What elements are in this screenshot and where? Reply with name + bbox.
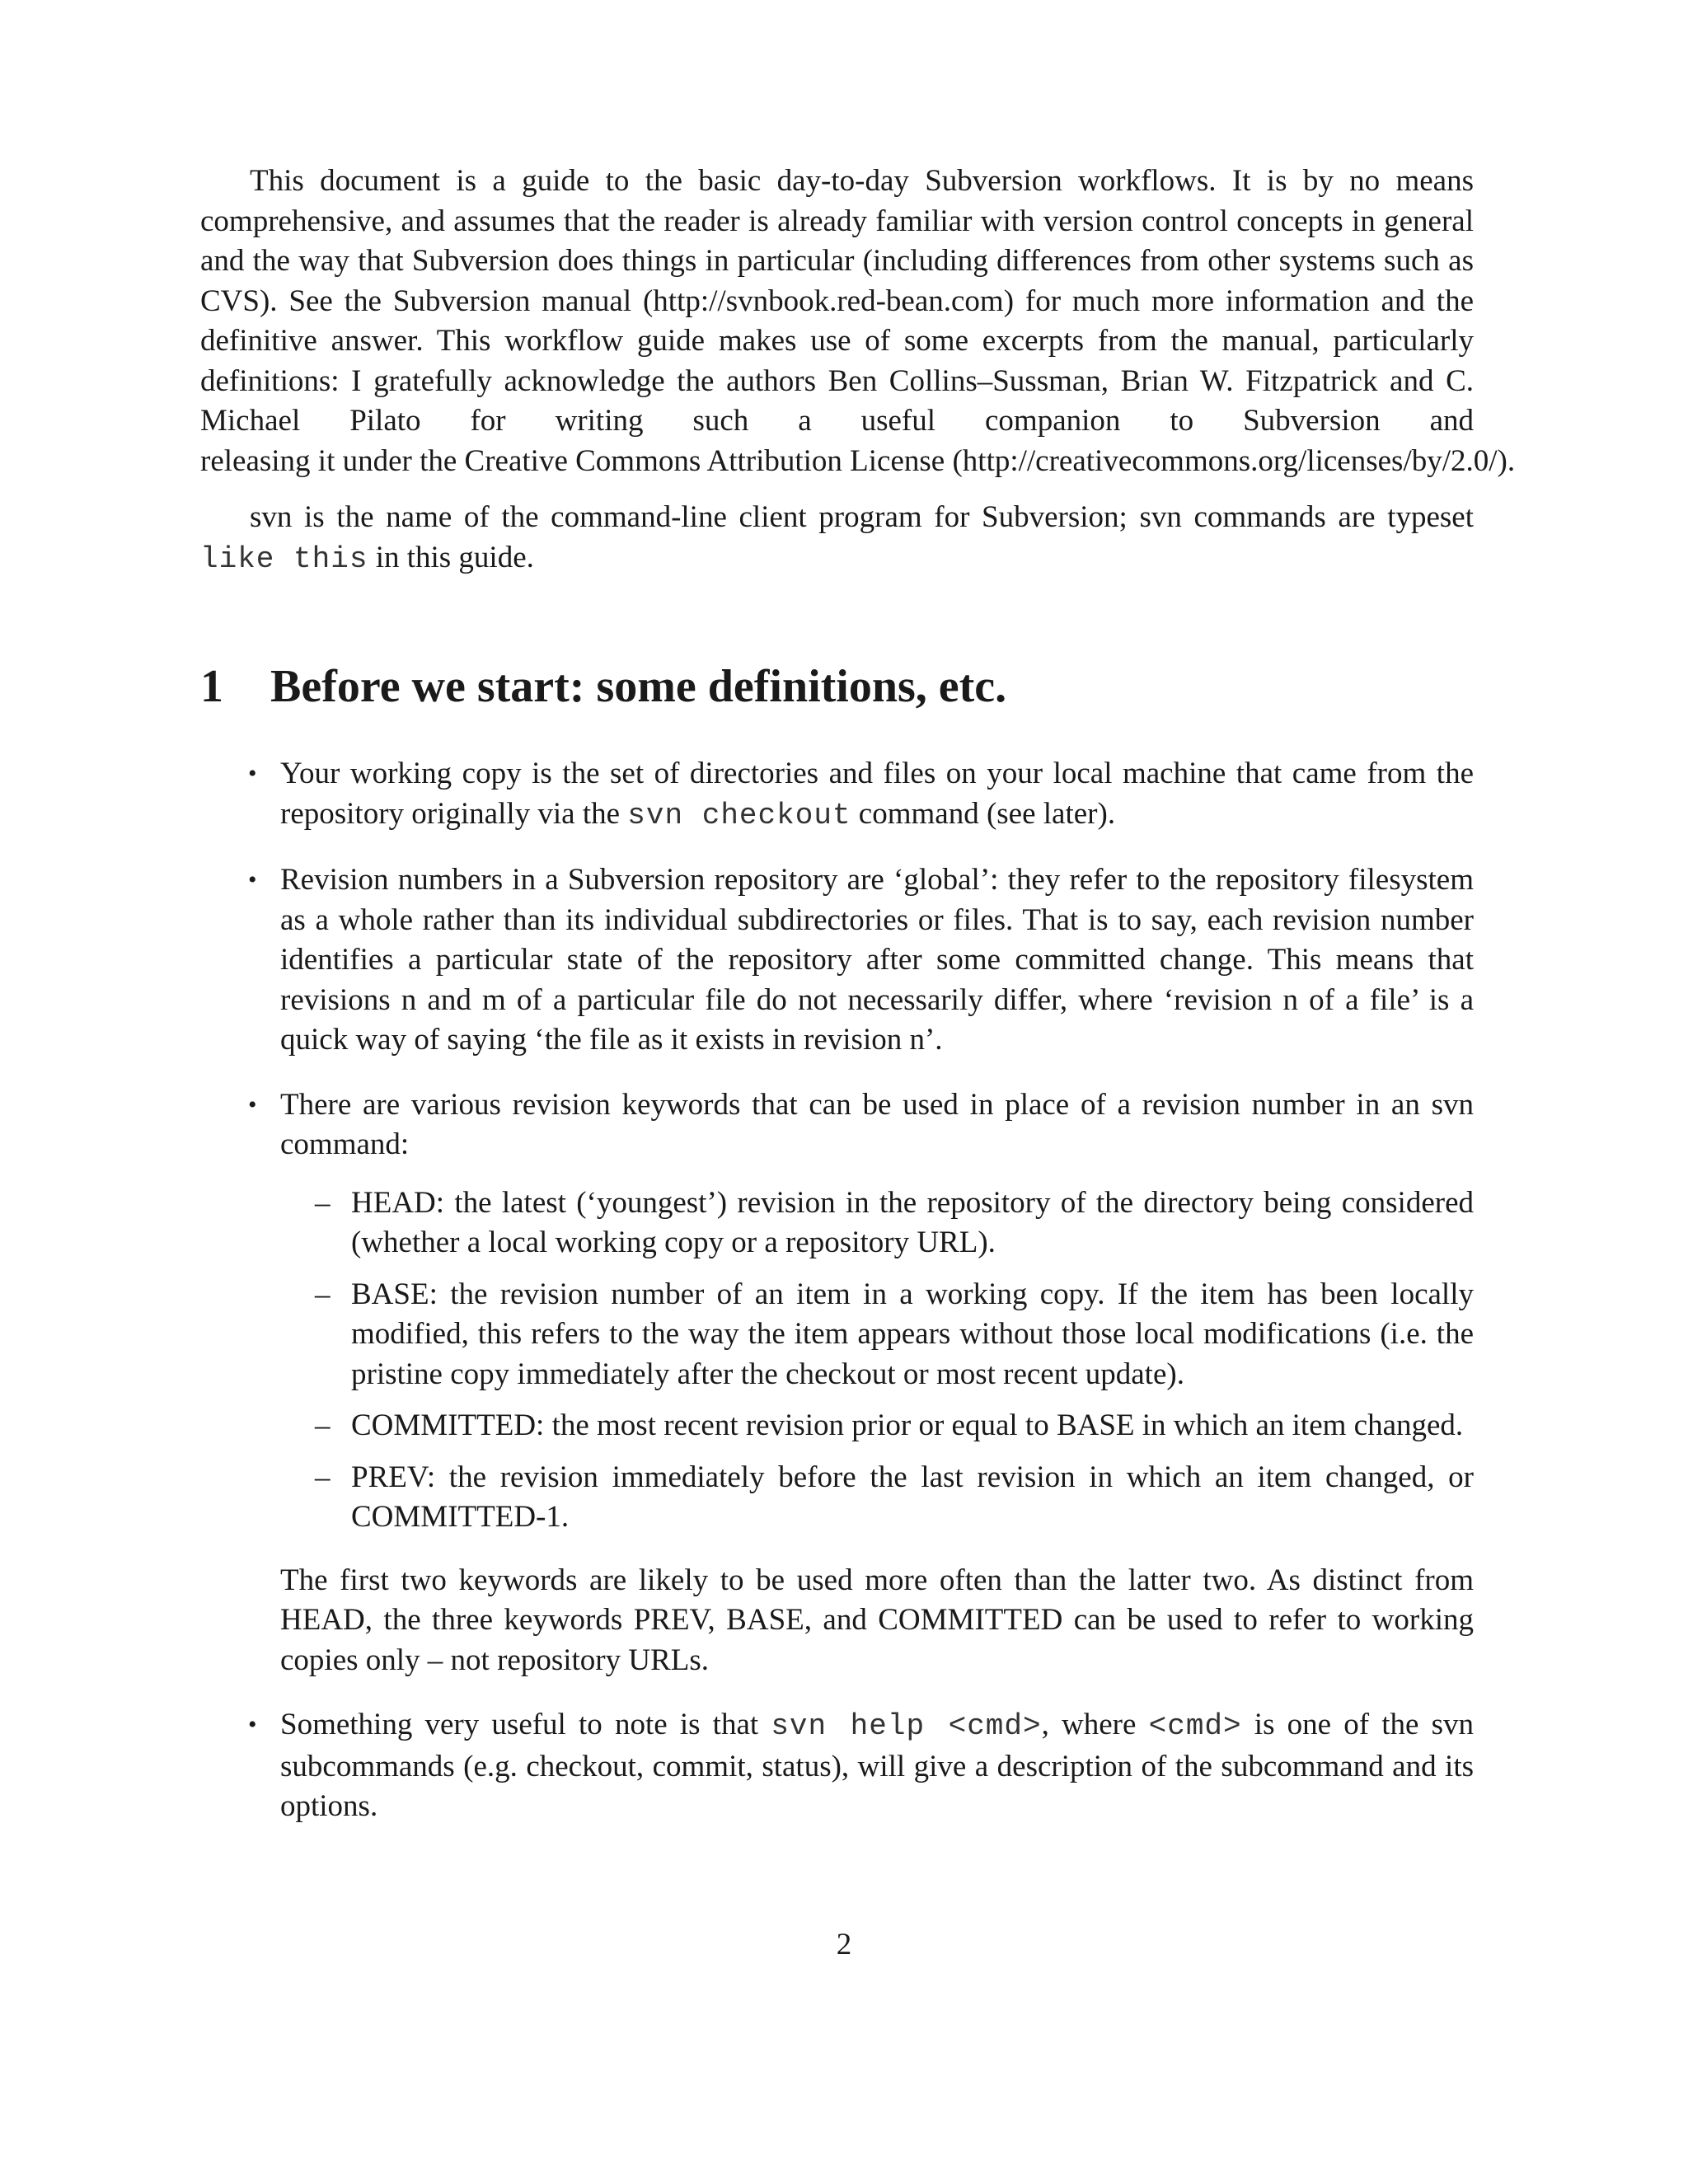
sublist-item-head [280, 1183, 1474, 1263]
sublist-item-text: PREV: the revision immediately before the last revision in which an item changed, or COMMITTED-1. [351, 1460, 1474, 1534]
bullet-icon: • [248, 1090, 257, 1118]
list-item-text: Revision numbers in a Subversion repository are ‘global’: they refer to the repository filesystem as a whole rather than its individual subdirectories or files. That is to say, each revision number identifies a particular state of the repository after some committed change. This means that revisions n and m of a particular file do not necessarily differ, where ‘revision n of a file’ is a quick way of saying ‘the file as it exists in revision n’. [280, 863, 1474, 1057]
list-item-working-copy [200, 754, 1474, 836]
section-number: 1 [200, 661, 223, 712]
dash-icon: – [315, 1408, 331, 1442]
help-command: svn help <cmd> [771, 1709, 1042, 1743]
sublist-item-base [280, 1275, 1474, 1395]
bullet-icon: • [248, 866, 257, 893]
svn-text-before: svn is the name of the command-line client program for Subversion; svn commands are typeset [250, 500, 1474, 534]
working-copy-text-after: command (see later). [851, 796, 1116, 831]
sublist-item-text: HEAD: the latest (‘youngest’) revision in the repository of the directory being considered (whether a local working copy or a repository URL). [351, 1185, 1474, 1259]
sublist-item-text: BASE: the revision number of an item in a working copy. If the item has been locally modified, this refers to the way the item appears without those local modifications (i.e. the pristine copy immediately after the checkout or most recent update). [351, 1277, 1474, 1391]
cmd-placeholder: <cmd> [1148, 1709, 1242, 1743]
list-item-text [280, 1705, 1474, 1827]
page-number: 2 [836, 1928, 852, 1961]
help-text-before: Something very useful to note is that [280, 1708, 771, 1741]
keywords-note: The first two keywords are likely to be used more often than the latter two. As distinct from HEAD, the three keywords PREV, BASE, and COMMITTED can be used to refer to working copies only – not repository URLs. [280, 1563, 1474, 1677]
help-text-mid: , where [1041, 1708, 1149, 1741]
list-item-svn-help [200, 1705, 1474, 1827]
intro-paragraph [200, 162, 1516, 481]
working-copy-text-before: Your working copy is the set of directories and files on your local machine that came from the repository originally via the [280, 757, 1474, 831]
bullet-icon: • [248, 760, 257, 787]
definitions-list [200, 754, 1474, 1827]
intro-license-line: releasing it under the Creative Commons Attribution License (http://creativecommons.org/licenses/by/2.0/). [200, 443, 1516, 478]
section-heading [200, 660, 1474, 713]
dash-icon: – [315, 1460, 331, 1494]
svn-text-after: in this guide. [368, 540, 534, 574]
list-item-revision-numbers [200, 860, 1474, 1061]
checkout-command: svn checkout [627, 798, 851, 832]
list-item-revision-keywords [200, 1085, 1474, 1681]
dash-icon: – [315, 1185, 331, 1220]
help-text-after: is one of the svn subcommands (e.g. checkout, commit, status), will give a description of the subcommand and its options. [280, 1708, 1475, 1823]
list-item-text [280, 754, 1474, 836]
list-item-text: There are various revision keywords that can be used in place of a revision number in an svn command: [280, 1087, 1474, 1161]
dash-icon: – [315, 1277, 331, 1311]
sublist-item-committed [280, 1406, 1474, 1446]
document-page [200, 162, 1516, 1852]
keyword-sublist [280, 1183, 1474, 1538]
intro-text: This document is a guide to the basic day-to-day Subversion workflows. It is by no means comprehensive, and assumes that the reader is already familiar with version control concepts in general and the way that Subversion does things in particular (including differences from other systems such as CVS). See the Subversion manual (http://svnbook.red-bean.com) for much more information and the definitive answer. This workflow guide makes use of some excerpts from the manual, particularly definitions: I gratefully acknowledge the authors Ben Collins–Sussman, Brian W. Fitzpatrick and C. Michael Pilato for writing such a useful companion to Subversion and [200, 164, 1474, 438]
sublist-item-prev [280, 1458, 1474, 1538]
bullet-icon: • [248, 1711, 257, 1738]
section-title: Before we start: some definitions, etc. [270, 661, 1007, 712]
sublist-item-text: COMMITTED: the most recent revision prior or equal to BASE in which an item changed. [351, 1408, 1464, 1442]
inline-code-example: like this [200, 541, 368, 576]
svn-paragraph [200, 498, 1474, 579]
